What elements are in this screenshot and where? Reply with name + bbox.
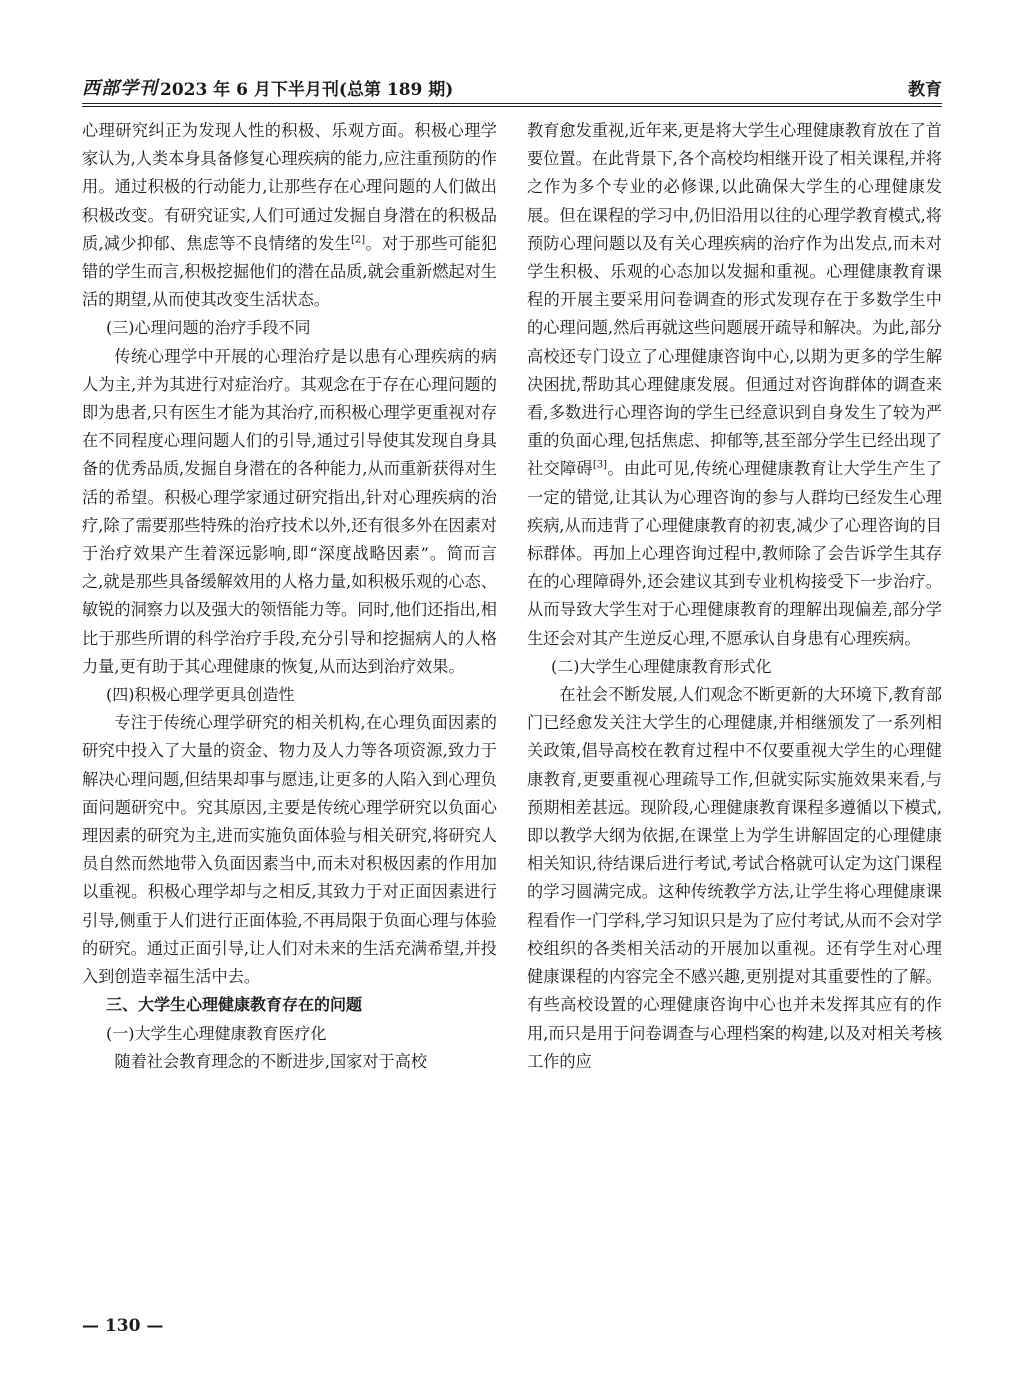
header-left bbox=[82, 74, 453, 100]
page-number: — 130 — bbox=[82, 1316, 164, 1336]
paragraph-text: 。由此可见,传统心理健康教育让大学生产生了一定的错觉,让其认为心理咨询的参与人群均已经发生心理疾病,从而违背了心理健康教育的初衷,减少了心理咨询的目标群体。再加上心理咨询过程中,教师除了会告诉学生其存在的心理障碍外,还会建议其到专业机构接受下一步治疗。从而导致大学生对于心理健康教育的理解出现偏差,部分学生还会对其产生逆反心理,不愿承认自身患有心理疾病。 bbox=[527, 459, 942, 648]
paragraph bbox=[527, 681, 942, 1076]
right-column bbox=[527, 117, 942, 1076]
paragraph-text: 专注于传统心理学研究的相关机构,在心理负面因素的研究中投入了大量的资金、物力及人力等各项资源,致力于解决心理问题,但结果却事与愿违,让更多的人陷入到心理负面问题研究中。究其原因,主要是传统心理学研究以负面心理因素的研究为主,进而实施负面体验与相关研究,将研究人员自然而然地带入负面因素当中,而未对积极因素的作用加以重视。积极心理学却与之相反,其致力于对正面因素进行引导,侧重于人们进行正面体验,不再局限于负面心理与体验的研究。通过正面引导,让人们对未来的生活充满希望,并投入到创造幸福生活中去。 bbox=[82, 713, 497, 987]
section-label: 教育 bbox=[908, 79, 942, 100]
paragraph-text: 在社会不断发展,人们观念不断更新的大环境下,教育部门已经愈发关注大学生的心理健康,并相继颁发了一系列相关政策,倡导高校在教育过程中不仅要重视大学生的心理健康教育,更要重视心理疏导工作,但就实际实施效果来看,与预期相差甚远。现阶段,心理健康教育课程多遵循以下模式,即以教学大纲为依据,在课堂上为学生讲解固定的心理健康相关知识,待结课后进行考试,考试合格就可认定为这门课程的学习圆满完成。这种传统教学方法,让学生将心理健康课程看作一门学科,学习知识只是为了应付考试,从而不会对学校组织的各类相关活动的开展加以重视。还有学生对心理健康课程的内容完全不感兴趣,更别提对其重要性的了解。有些高校设置的心理健康咨询中心也并未发挥其应有的作用,而只是用于问卷调查与心理档案的构建,以及对相关考核工作的应 bbox=[527, 685, 942, 1071]
paragraph bbox=[82, 117, 497, 314]
paragraph-text: 随着社会教育理念的不断进步,国家对于高校 bbox=[114, 1051, 428, 1071]
issue-info: 2023 年 6 月下半月刊(总第 189 期) bbox=[160, 79, 454, 100]
left-column bbox=[82, 117, 497, 1076]
paragraph-text: 心理研究纠正为发现人性的积极、乐观方面。积极心理学家认为,人类本身具备修复心理疾病的能力,应注重预防的作用。通过积极的行动能力,让那些存在心理问题的人们做出积极改变。有研究证实,人们可通过发掘自身潜在的积极品质,减少抑郁、焦虑等不良情绪的发生 bbox=[82, 121, 497, 253]
subsection-heading: (一)大学生心理健康教育医疗化 bbox=[106, 1023, 327, 1043]
paragraph-text: 传统心理学中开展的心理治疗是以患有心理疾病的病人为主,并为其进行对症治疗。其观念在于存在心理问题的即为患者,只有医生才能为其治疗,而积极心理学更重视对存在不同程度心理问题人们的引导,通过引导使其发现自身具备的优秀品质,发掘自身潜在的各种能力,从而重新获得对生活的希望。积极心理学家通过研究指出,针对心理疾病的治疗,除了需要那些特殊的治疗技术以外,还有很多外在因素对于治疗效果产生着深远影响,即“深度战略因素”。简而言之,就是那些具备缓解效用的人格力量,如积极乐观的心态、敏锐的洞察力以及强大的领悟能力等。同时,他们还指出,相比于那些所谓的科学治疗手段,充分引导和挖掘病人的人格力量,更有助于其心理健康的恢复,从而达到治疗效果。 bbox=[82, 346, 497, 676]
paragraph bbox=[82, 709, 497, 991]
paragraph-text: 教育愈发重视,近年来,更是将大学生心理健康教育放在了首要位置。在此背景下,各个高校均相继开设了相关课程,并将之作为多个专业的必修课,以此确保大学生的心理健康发展。但在课程的学习中,仍旧沿用以往的心理学教育模式,将预防心理问题以及有关心理疾病的治疗作为出发点,而未对学生积极、乐观的心态加以发掘和重视。心理健康教育课程的开展主要采用问卷调查的形式发现存在于多数学生中的心理问题,然后再就这些问题展开疏导和解决。为此,部分高校还专门设立了心理健康咨询中心,以期为更多的学生解决困扰,帮助其心理健康发展。但通过对咨询群体的调查来看,多数进行心理咨询的学生已经意识到自身发生了较为严重的负面心理,包括焦虑、抑郁等,甚至部分学生已经出现了社交障碍 bbox=[527, 121, 942, 479]
header-rule-top bbox=[82, 103, 942, 104]
paragraph-text: 。对于那些可能犯错的学生而言,积极挖掘他们的潜在品质,就会重新燃起对生活的期望,从而使其改变生活状态。 bbox=[82, 233, 497, 310]
paragraph bbox=[527, 117, 942, 653]
section-heading: 三、大学生心理健康教育存在的问题 bbox=[106, 995, 363, 1015]
citation-marker: [3] bbox=[592, 460, 608, 472]
header-rule-bottom bbox=[82, 106, 942, 107]
page-header bbox=[82, 70, 942, 104]
subsection-heading: (三)心理问题的治疗手段不同 bbox=[106, 318, 311, 338]
paragraph bbox=[82, 1048, 497, 1076]
journal-logo: 西部学刊 bbox=[82, 78, 158, 99]
paragraph bbox=[82, 343, 497, 681]
subsection-heading: (四)积极心理学更具创造性 bbox=[106, 685, 295, 705]
citation-marker: [2] bbox=[351, 234, 366, 246]
subsection-heading: (二)大学生心理健康教育形式化 bbox=[551, 656, 772, 676]
